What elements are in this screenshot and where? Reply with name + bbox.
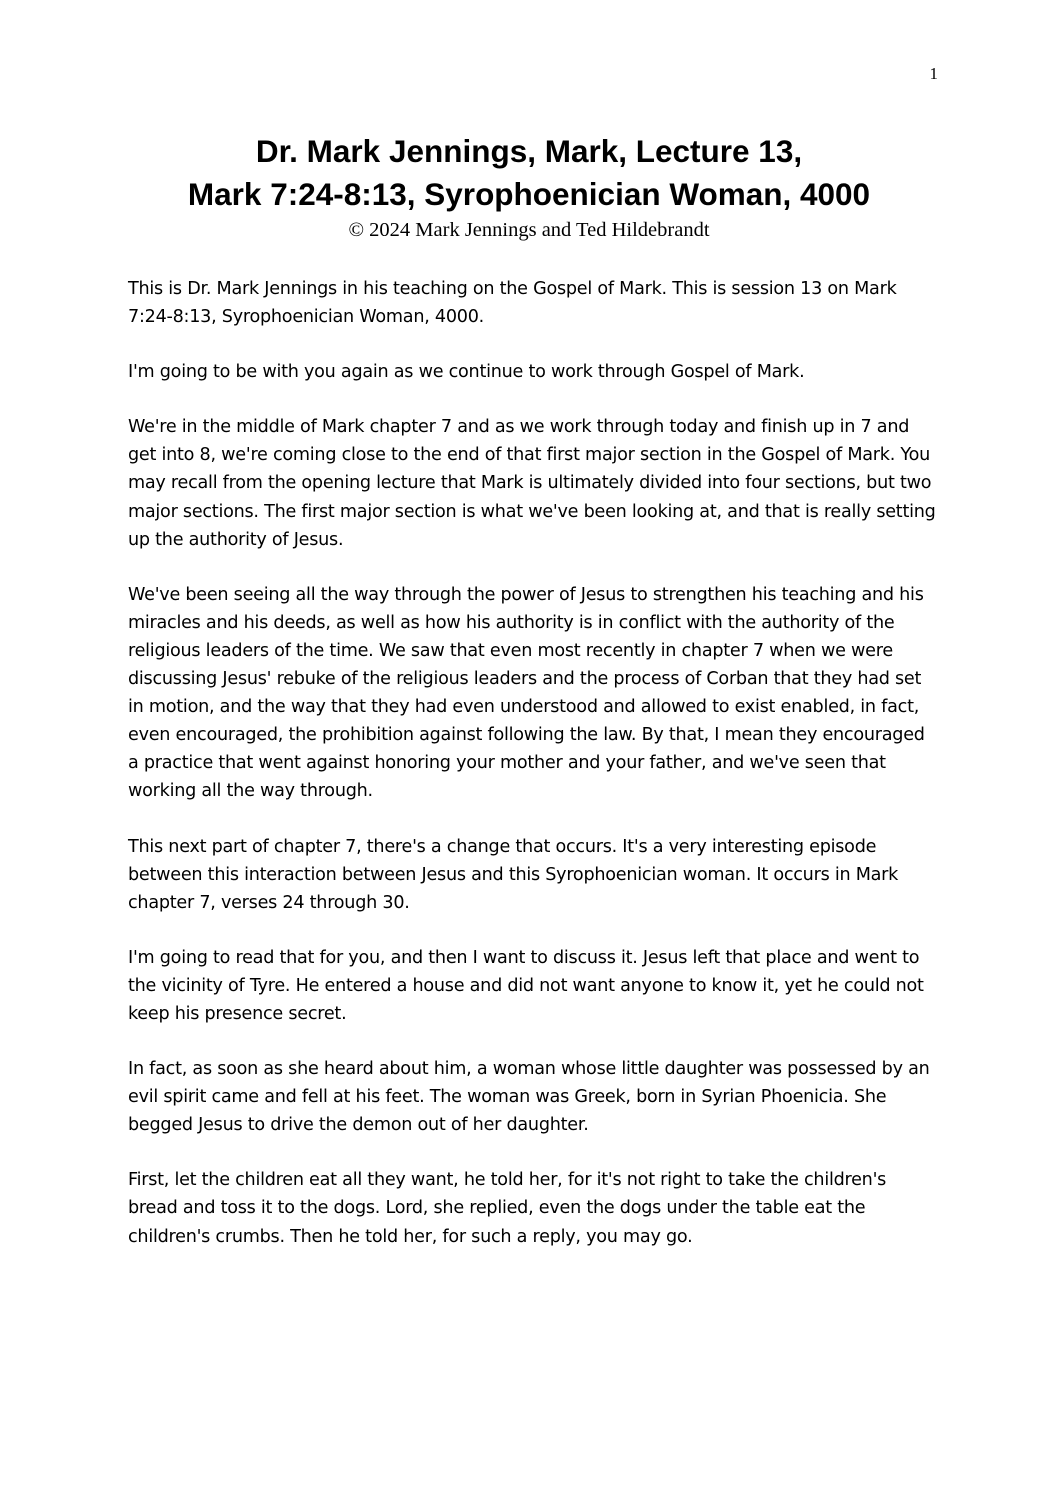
paragraph: We've been seeing all the way through the power of Jesus to strengthen his teaching and his miracles and his deeds, as well as how his authority is in conflict with the authority of the religious leaders of the time. We saw that even most recently in chapter 7 when we were discussing Jesus' rebuke of the religious leaders and the process of Corban that they had set in motion, and the way that they had even understood and allowed to exist enabled, in fact, even encouraged, the prohibition against following the law. By that, I mean they encouraged a practice that went against honoring your mother and your father, and we've seen that working all the way through. — [128, 584, 925, 802]
paragraph: We're in the middle of Mark chapter 7 and as we work through today and finish up in 7 and get into 8, we're coming close to the end of that first major section in the Gospel of Mark. You may recall from the opening lecture that Mark is ultimately divided into four sections, but two major sections. The first major section is what we've been looking at, and that is really setting up the authority of Jesus. — [128, 417, 936, 550]
title-line-2: Mark 7:24-8:13, Syrophoenician Woman, 4000 — [187, 176, 871, 212]
title-line-1: Dr. Mark Jennings, Mark, Lecture 13, — [255, 133, 803, 169]
copyright-notice: © 2024 Mark Jennings and Ted Hildebrandt — [348, 219, 710, 241]
document-body — [128, 275, 938, 1278]
paragraph: This is Dr. Mark Jennings in his teaching on the Gospel of Mark. This is session 13 on Mark 7:24-8:13, Syrophoenician Woman, 4000. — [128, 279, 897, 328]
paragraph: In fact, as soon as she heard about him, a woman whose little daughter was possessed by an evil spirit came and fell at his feet. The woman was Greek, born in Syrian Phoenicia. She begged Jesus to drive the demon out of her daughter. — [128, 1059, 930, 1136]
paragraph: I'm going to read that for you, and then I want to discuss it. Jesus left that place and went to the vicinity of Tyre. He entered a house and did not want anyone to know it, yet he could not keep his presence secret. — [128, 947, 924, 1024]
page-number: 1 — [929, 64, 938, 83]
title-block — [0, 130, 1058, 242]
paragraph: This next part of chapter 7, there's a change that occurs. It's a very interesting episode between this interaction between Jesus and this Syrophoenician woman. It occurs in Mark chapter 7, verses 24 through 30. — [128, 836, 899, 913]
paragraph: First, let the children eat all they want, he told her, for it's not right to take the children's bread and toss it to the dogs. Lord, she replied, even the dogs under the table eat the children's crumbs. Then he told her, for such a reply, you may go. — [128, 1170, 887, 1247]
paragraph: I'm going to be with you again as we continue to work through Gospel of Mark. — [128, 362, 805, 383]
